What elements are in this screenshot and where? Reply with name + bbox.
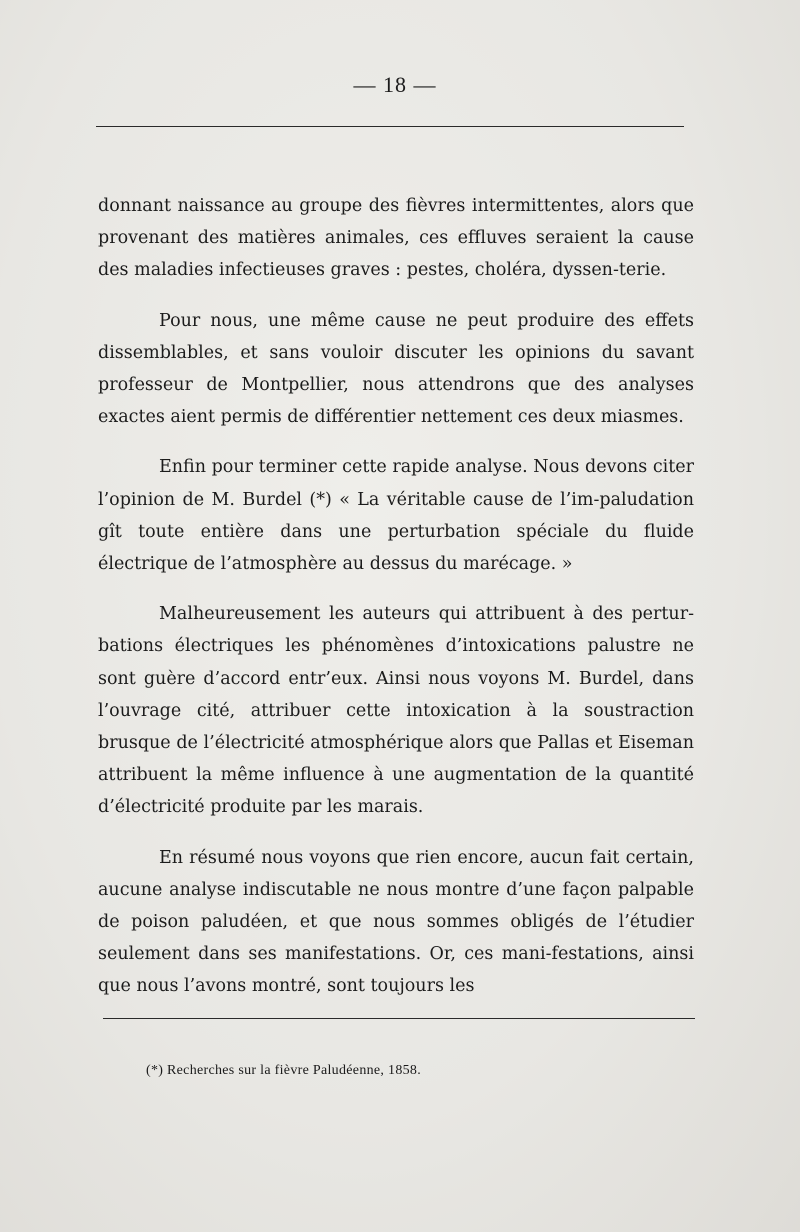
paragraph-2: Pour nous, une même cause ne peut produire des effets dissemblables, et sans vouloir discuter les opinions du savant professeur de Montpellier, nous attendrons que des analyses exactes aient permis de différentier nettement ces deux miasmes. (98, 310, 694, 428)
header-rule (96, 126, 684, 127)
paragraph-5: En résumé nous voyons que rien encore, aucun fait certain, aucune analyse indiscutable ne nous montre d’une façon palpable de poison paludéen, et que nous sommes obligés de l’étudier seulement dans ses manifestations. Or, ces mani-festations, ainsi que nous l’avons montré, sont toujours les (98, 847, 694, 997)
body-text (98, 190, 694, 1021)
paragraph-1: donnant naissance au groupe des fièvres intermittentes, alors que provenant des matières animales, ces effluves seraient la cause des maladies infectieuses graves : pestes, choléra, dyssen-terie. (98, 196, 694, 281)
paragraph-4: Malheureusement les auteurs qui attribuent à des pertur-bations électriques les phénomènes d’intoxications palustre ne sont guère d’accord entr’eux. Ainsi nous voyons M. Burdel, dans l’ouvrage cité, attribuer cette intoxication à la soustraction brusque de l’électricité atmosphérique alors que Pallas et Eiseman attribuent la même influence à une augmentation de la quantité d’électricité produite par les marais. (98, 604, 694, 818)
footnote: (*) Recherches sur la fièvre Paludéenne, 1858. (146, 1063, 422, 1078)
paragraph-3: Enfin pour terminer cette rapide analyse. Nous devons citer l’opinion de M. Burdel (*) « La véritable cause de l’im-paludation gît toute entière dans une perturbation spéciale du fluide électrique de l’atmosphère au dessus du marécage. » (98, 457, 694, 575)
page-number: — 18 — (353, 72, 437, 97)
footnote-rule (103, 1018, 695, 1019)
